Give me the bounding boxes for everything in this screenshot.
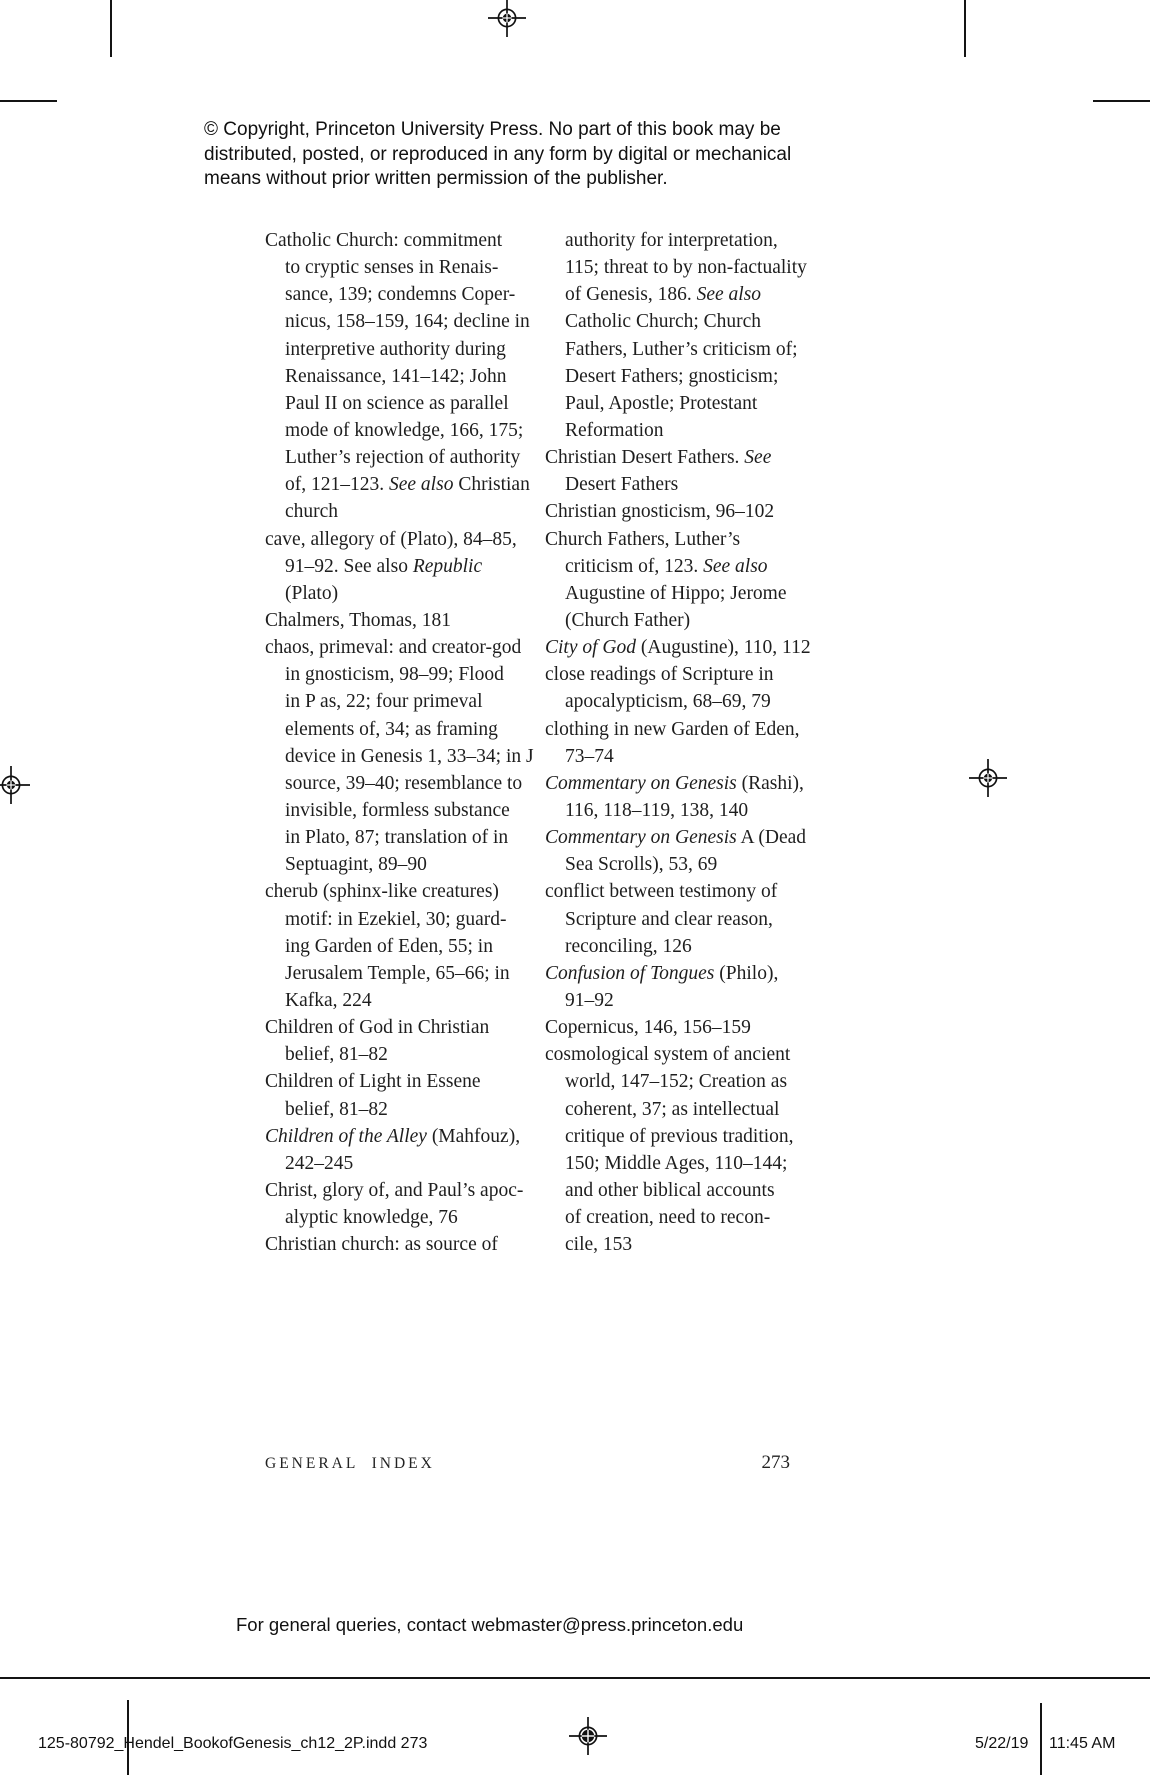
index-line xyxy=(265,797,534,824)
index-line xyxy=(265,471,534,498)
index-line xyxy=(265,743,534,770)
index-line-segment: close readings of Scripture in xyxy=(545,664,774,686)
index-line xyxy=(545,498,811,525)
trim-line-bottom xyxy=(0,1677,1150,1679)
index-line xyxy=(265,987,534,1014)
index-line xyxy=(265,906,534,933)
index-line xyxy=(545,1231,811,1258)
index-line xyxy=(545,580,811,607)
index-line-segment: 116, 118–119, 138, 140 xyxy=(565,799,749,821)
index-line-segment: belief, 81–82 xyxy=(285,1098,388,1120)
crop-mark-top-left xyxy=(110,0,112,57)
page-number: 273 xyxy=(761,1452,790,1473)
index-line-segment: Augustine of Hippo; Jerome xyxy=(565,582,787,604)
copyright-line: © Copyright, Princeton University Press. No part of this book may be xyxy=(204,119,781,140)
index-line-segment: to cryptic senses in Renais- xyxy=(285,257,499,279)
index-line xyxy=(265,661,534,688)
index-line-segment: church xyxy=(285,501,339,523)
crop-mark-right xyxy=(1093,100,1150,102)
index-line-segment: Children of Light in Essene xyxy=(265,1071,481,1093)
index-line-italic-segment: Commentary on Genesis xyxy=(545,772,737,794)
index-line-segment: Catholic Church; Church xyxy=(565,311,762,333)
index-line-segment: world, 147–152; Creation as xyxy=(565,1071,788,1093)
index-line-segment: Church Fathers, Luther’s xyxy=(545,528,741,550)
index-line-segment: of Genesis, 186. xyxy=(565,284,697,306)
index-line-segment: Jerusalem Temple, 65–66; in xyxy=(285,962,510,984)
index-line-segment: (Augustine), 110, 112 xyxy=(636,637,811,659)
index-line xyxy=(545,281,811,308)
index-line-segment: A (Dead xyxy=(736,827,807,849)
index-line-segment: and other biblical accounts xyxy=(565,1179,775,1201)
index-line xyxy=(545,227,811,254)
index-line-segment: clothing in new Garden of Eden, xyxy=(545,718,800,740)
index-line-segment: (Mahfouz), xyxy=(426,1125,521,1147)
index-line-segment: (Plato) xyxy=(285,582,339,604)
index-line-segment: Christian Desert Fathers. xyxy=(545,447,745,469)
index-line xyxy=(265,851,534,878)
index-line-italic-segment: See xyxy=(744,447,772,469)
index-line-segment: conflict between testimony of xyxy=(545,881,778,903)
index-line xyxy=(545,553,811,580)
index-line xyxy=(265,960,534,987)
running-foot xyxy=(265,1452,790,1474)
index-line xyxy=(545,634,811,661)
index-line-segment: critique of previous tradition, xyxy=(565,1125,794,1147)
index-line xyxy=(545,471,811,498)
index-line-segment: Septuagint, 89–90 xyxy=(285,854,427,876)
running-head: GENERAL INDEX xyxy=(265,1455,435,1472)
index-line-segment: Christ, glory of, and Paul’s apoc- xyxy=(265,1179,524,1201)
index-line-segment: Fathers, Luther’s criticism of; xyxy=(565,338,798,360)
queries-line: For general queries, contact webmaster@press.princeton.edu xyxy=(236,1614,744,1635)
index-line xyxy=(265,1068,534,1095)
index-line-segment: Scripture and clear reason, xyxy=(565,908,773,930)
index-line xyxy=(545,661,811,688)
index-line xyxy=(545,1096,811,1123)
index-line-segment: coherent, 37; as intellectual xyxy=(565,1098,780,1120)
index-line xyxy=(265,444,534,471)
index-line xyxy=(545,526,811,553)
index-line xyxy=(265,553,534,580)
index-line xyxy=(265,227,534,254)
crop-mark-top-right xyxy=(964,0,966,57)
index-line xyxy=(545,607,811,634)
index-line-segment: alyptic knowledge, 76 xyxy=(285,1207,458,1229)
index-line-segment: cave, allegory of (Plato), 84–85, xyxy=(265,528,517,550)
index-line xyxy=(265,390,534,417)
index-line-italic-segment: Republic xyxy=(412,555,483,577)
index-line-italic-segment: See also xyxy=(696,284,762,306)
index-line-segment: of creation, need to recon- xyxy=(565,1207,771,1229)
index-line-segment: cosmological system of ancient xyxy=(545,1044,791,1066)
index-line xyxy=(545,308,811,335)
index-line xyxy=(265,254,534,281)
index-line xyxy=(265,1123,534,1150)
index-line-segment: Desert Fathers xyxy=(565,474,679,496)
index-line-segment: chaos, primeval: and creator-god xyxy=(265,637,522,659)
index-line-segment: Catholic Church: commitment xyxy=(265,230,503,251)
index-line-segment: interpretive authority during xyxy=(285,338,506,360)
index-line-segment: cherub (sphinx-like creatures) xyxy=(265,881,499,903)
index-line-segment: of, 121–123. xyxy=(285,474,389,496)
index-line-segment: ing Garden of Eden, 55; in xyxy=(285,935,493,957)
index-line-segment: Christian church: as source of xyxy=(265,1234,498,1256)
index-line xyxy=(545,824,811,851)
index-line xyxy=(545,987,811,1014)
index-line-segment: (Rashi), xyxy=(736,772,804,794)
index-line-segment: 73–74 xyxy=(565,745,614,767)
index-line-segment: Kafka, 224 xyxy=(285,989,372,1011)
index-line xyxy=(265,878,534,905)
index-line xyxy=(545,960,811,987)
index-line xyxy=(265,1150,534,1177)
slug-time: 11:45 AM xyxy=(1049,1735,1116,1752)
index-line-segment: Christian gnosticism, 96–102 xyxy=(545,501,775,523)
index-line-segment: Chalmers, Thomas, 181 xyxy=(265,609,451,631)
registration-mark-icon xyxy=(968,758,1008,798)
index-line-segment: mode of knowledge, 166, 175; xyxy=(285,419,524,441)
index-line-segment: 115; threat to by non-factuality xyxy=(565,257,807,279)
index-line xyxy=(265,417,534,444)
index-line xyxy=(545,878,811,905)
index-line-segment: Renaissance, 141–142; John xyxy=(285,365,507,387)
index-line xyxy=(265,716,534,743)
index-line xyxy=(265,933,534,960)
index-line-segment: Luther’s rejection of authority xyxy=(285,447,521,469)
index-line-segment: Desert Fathers; gnosticism; xyxy=(565,365,779,387)
index-line xyxy=(265,1204,534,1231)
slug-date: 5/22/19 xyxy=(975,1735,1029,1752)
slug-filename: 125-80792_Hendel_BookofGenesis_ch12_2P.indd 273 xyxy=(38,1735,428,1752)
index-line-segment: in P as, 22; four primeval xyxy=(285,691,483,713)
index-line xyxy=(545,1068,811,1095)
index-line xyxy=(545,1041,811,1068)
index-line xyxy=(265,363,534,390)
index-line-segment: device in Genesis 1, 33–34; in J xyxy=(285,745,534,767)
index-line-segment: Children of God in Christian xyxy=(265,1017,490,1039)
index-line xyxy=(265,1014,534,1041)
index-line-segment: Reformation xyxy=(565,419,664,441)
index-line-segment: cile, 153 xyxy=(565,1234,633,1256)
index-line xyxy=(545,363,811,390)
index-column-right xyxy=(545,227,811,1258)
index-line-segment: in Plato, 87; translation of in xyxy=(285,827,509,849)
index-line xyxy=(265,526,534,553)
index-line-segment: 91–92. See also xyxy=(285,555,413,577)
index-line xyxy=(265,688,534,715)
copyright-notice xyxy=(204,118,791,192)
index-line xyxy=(545,444,811,471)
index-line xyxy=(545,688,811,715)
index-line-segment: Sea Scrolls), 53, 69 xyxy=(565,854,718,876)
index-line xyxy=(545,1123,811,1150)
index-line xyxy=(545,336,811,363)
index-line xyxy=(545,770,811,797)
index-line-segment: sance, 139; condemns Coper- xyxy=(285,284,516,306)
index-line-segment: nicus, 158–159, 164; decline in xyxy=(285,311,530,333)
index-line xyxy=(265,634,534,661)
index-line xyxy=(265,498,534,525)
index-line xyxy=(265,607,534,634)
copyright-line: distributed, posted, or reproduced in any form by digital or mechanical xyxy=(204,143,792,165)
index-line-italic-segment: City of God xyxy=(545,637,636,659)
index-column-left xyxy=(265,227,534,1258)
index-line-italic-segment: Children of the Alley xyxy=(265,1125,427,1147)
index-line-segment: in gnosticism, 98–99; Flood xyxy=(285,664,504,686)
index-line-segment: elements of, 34; as framing xyxy=(285,718,498,740)
slug-line xyxy=(0,1735,1150,1757)
index-line-segment: Paul II on science as parallel xyxy=(285,392,509,414)
index-line xyxy=(545,417,811,444)
index-line xyxy=(545,1014,811,1041)
index-line-segment: belief, 81–82 xyxy=(285,1044,388,1066)
index-line xyxy=(265,308,534,335)
index-line xyxy=(265,1231,534,1258)
index-line xyxy=(265,1177,534,1204)
index-line-segment: Paul, Apostle; Protestant xyxy=(565,392,758,414)
index-line xyxy=(265,824,534,851)
index-line-segment: (Church Father) xyxy=(565,609,691,631)
registration-mark-icon xyxy=(0,765,31,805)
index-line xyxy=(545,851,811,878)
index-line xyxy=(545,1204,811,1231)
index-line-italic-segment: Commentary on Genesis xyxy=(545,827,737,849)
index-line-segment: authority for interpretation, xyxy=(565,230,778,251)
index-line xyxy=(265,1041,534,1068)
index-line xyxy=(265,336,534,363)
index-line xyxy=(545,1150,811,1177)
index-line-segment: 242–245 xyxy=(285,1152,354,1174)
index-line xyxy=(545,743,811,770)
index-line-segment: reconciling, 126 xyxy=(565,935,692,957)
index-line xyxy=(545,390,811,417)
index-line-italic-segment: Confusion of Tongues xyxy=(545,962,715,984)
crop-mark-left xyxy=(0,100,57,102)
registration-mark-icon xyxy=(487,0,527,38)
index-line-italic-segment: See also xyxy=(703,555,768,577)
index-line-segment: (Philo), xyxy=(714,962,779,984)
index-line xyxy=(545,933,811,960)
index-line xyxy=(545,716,811,743)
index-line-segment: apocalypticism, 68–69, 79 xyxy=(565,691,771,713)
index-line xyxy=(265,1096,534,1123)
index-line xyxy=(545,797,811,824)
index-line-segment: 150; Middle Ages, 110–144; xyxy=(565,1152,788,1174)
copyright-line: means without prior written permission of the publisher. xyxy=(204,168,668,189)
index-line-segment: Copernicus, 146, 156–159 xyxy=(545,1017,751,1039)
index-line-segment: Christian xyxy=(453,474,530,496)
index-line xyxy=(545,254,811,281)
index-line xyxy=(265,281,534,308)
index-line-segment: source, 39–40; resemblance to xyxy=(285,772,523,794)
index-line-segment: invisible, formless substance xyxy=(285,799,510,821)
index-line xyxy=(545,906,811,933)
index-line xyxy=(545,1177,811,1204)
index-line xyxy=(265,580,534,607)
index-line-segment: motif: in Ezekiel, 30; guard- xyxy=(285,908,507,930)
index-line-segment: criticism of, 123. xyxy=(565,555,704,577)
index-line-segment: 91–92 xyxy=(565,989,614,1011)
index-line-italic-segment: See also xyxy=(389,474,454,496)
index-line xyxy=(265,770,534,797)
